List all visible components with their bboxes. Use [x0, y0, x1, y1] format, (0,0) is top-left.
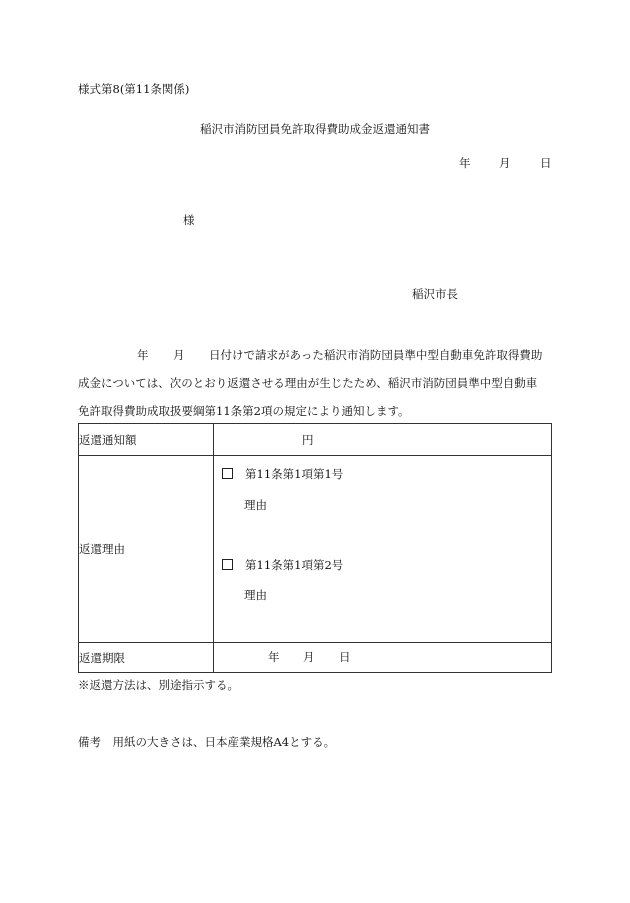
reason2-clause: 第11条第1項第2号 [245, 558, 344, 572]
form-number: 様式第8(第11条関係) [78, 82, 190, 96]
reason-cell [214, 456, 552, 643]
deadline-day: 日 [339, 650, 351, 664]
amount-unit: 円 [302, 432, 314, 447]
amount-row [79, 424, 552, 456]
reason2-text: 理由 [244, 588, 267, 602]
reason2-checkbox[interactable] [222, 559, 233, 570]
date-month-label: 月 [499, 156, 511, 170]
amount-cell [214, 424, 552, 456]
issuer-name: 稲沢市長 [412, 287, 458, 301]
body-line-1: 日付けで請求があった稲沢市消防団員準中型自動車免許取得費助 [209, 348, 543, 362]
deadline-row [79, 643, 552, 673]
deadline-label: 返還期限 [79, 643, 214, 673]
reason1-text: 理由 [244, 498, 267, 512]
deadline-cell [214, 643, 552, 673]
body-month: 月 [173, 348, 185, 362]
reason1-option[interactable] [222, 467, 343, 481]
date-year-label: 年 [459, 156, 471, 170]
document-title: 稲沢市消防団員免許取得費助成金返還通知書 [200, 122, 430, 136]
refund-table [78, 423, 552, 673]
body-line-3: 免許取得費助成取扱要綱第11条第2項の規定により通知します。 [78, 404, 410, 418]
body-year: 年 [137, 348, 149, 362]
addressee-suffix: 様 [183, 213, 195, 227]
remarks: 備考 用紙の大きさは、日本産業規格A4とする。 [78, 735, 336, 749]
deadline-month: 月 [303, 650, 315, 664]
date-day-label: 日 [540, 156, 552, 170]
reason-label: 返還理由 [79, 456, 214, 643]
reason-row [79, 456, 552, 643]
reason1-clause: 第11条第1項第1号 [245, 467, 344, 481]
amount-label: 返還通知額 [79, 424, 214, 456]
body-line-2: 成金については、次のとおり返還させる理由が生じたため、稲沢市消防団員準中型自動車 [78, 376, 538, 390]
reason2-option[interactable] [222, 558, 343, 572]
deadline-year: 年 [268, 650, 280, 664]
reason1-checkbox[interactable] [222, 468, 233, 479]
footnote: ※返還方法は、別途指示する。 [78, 678, 239, 692]
